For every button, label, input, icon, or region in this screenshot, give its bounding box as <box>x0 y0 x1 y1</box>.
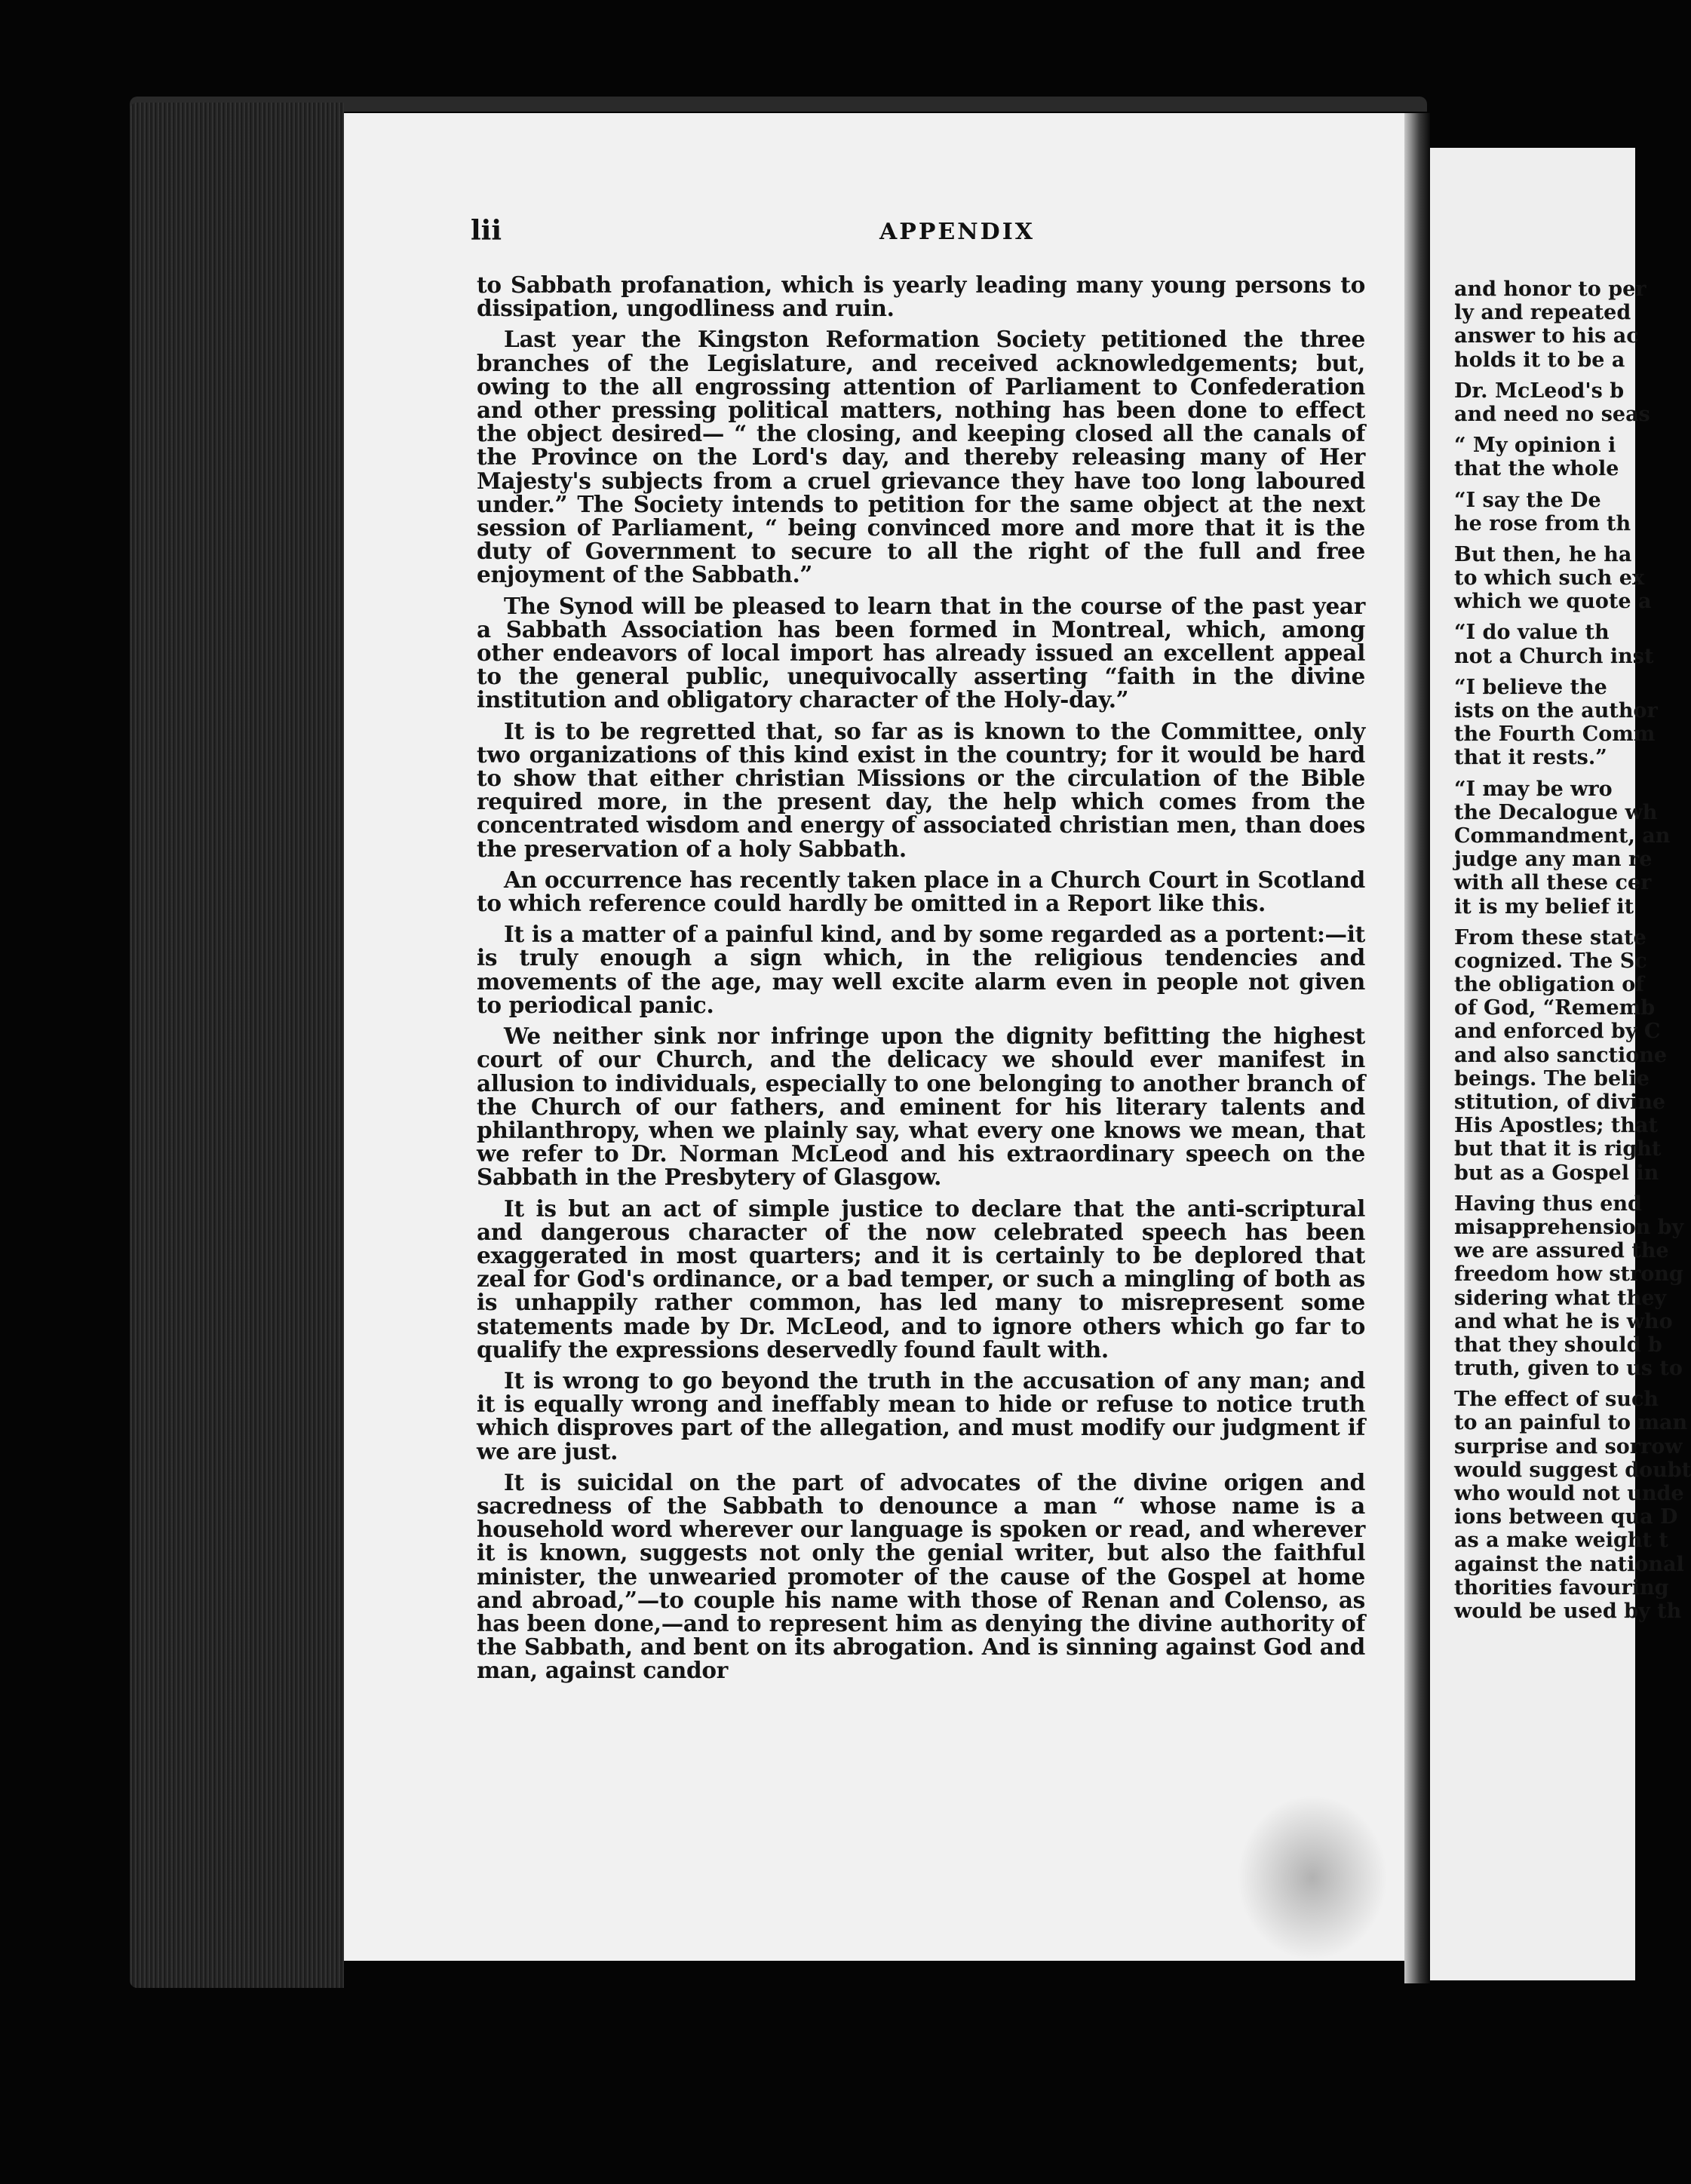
right-page-line: “I do value th <box>1454 621 1610 645</box>
paragraph: It is wrong to go beyond the truth in the accusation of any man; and it is equally wrong and ineffably mean to hide or refuse to notice truth which disproves part of the allegation, and must modify our judgment if we are just. <box>477 1367 1365 1465</box>
right-page-line: that the whole <box>1454 457 1619 481</box>
right-page-line: The effect of such <box>1454 1388 1659 1412</box>
right-page-line: answer to his ac <box>1454 324 1639 348</box>
right-page-line: “I may be wro <box>1454 777 1613 801</box>
right-page-line: that they should b <box>1454 1333 1662 1357</box>
paragraph-gap <box>1454 535 1650 543</box>
right-page-line: thorities favouring <box>1454 1575 1669 1600</box>
paragraph-gap <box>1454 372 1650 379</box>
paragraph-gap <box>1454 426 1650 434</box>
right-page-line: the Decalogue wh <box>1454 800 1658 824</box>
right-page-line: but as a Gospel in <box>1454 1161 1659 1185</box>
right-page-line: it is my belief it <box>1454 894 1634 919</box>
right-page-line: sidering what they <box>1454 1286 1667 1310</box>
paragraph: Last year the Kingston Reformation Society petitioned the three branches of the Legislature, and received acknowledgements; but, owing to the all engrossing attention of Parliament to Confederation and other pressing political matters, nothing has been done to effect the object desired— “ the closing, and keeping closed all the canals of the Province on the Lord's day, and thereby releasing many of Her Majesty's subjects from a cruel grievance they have too long laboured under.” The Society intends to petition for the same object at the next session of Parliament, “ being convinced more and more that it is the duty of Government to secure to all the right of the full and free enjoyment of the Sabbath.” <box>477 326 1365 588</box>
right-page-line: holds it to be a <box>1454 348 1625 372</box>
paragraph: to Sabbath profanation, which is yearly leading many young persons to dissipation, ungodliness and ruin. <box>477 271 1365 322</box>
book-gutter <box>1404 113 1430 1983</box>
right-page-line: of God, “Rememb <box>1454 996 1656 1020</box>
right-page-text <box>1454 278 1691 1623</box>
left-page-text <box>477 273 1365 1690</box>
right-page-line: From these state <box>1454 925 1646 949</box>
right-page-line: truth, given to us to <box>1454 1357 1683 1381</box>
paragraph-gap <box>1454 770 1650 778</box>
right-page-line: stitution, of divine <box>1454 1090 1666 1114</box>
right-page-line: and need no seas <box>1454 402 1650 426</box>
book-page-edges <box>130 103 344 1988</box>
right-page-line: that it rests.” <box>1454 746 1607 770</box>
paragraph-gap <box>1454 919 1650 926</box>
paragraph-gap <box>1454 481 1650 489</box>
right-page-line: freedom how strong <box>1454 1262 1683 1287</box>
right-page-line: Dr. McLeod's b <box>1454 379 1625 403</box>
right-page-line: against the national <box>1454 1552 1684 1576</box>
right-page-line: “I believe the <box>1454 675 1607 699</box>
right-page-line: would be used by th <box>1454 1599 1682 1623</box>
right-page-line: ions between qua D <box>1454 1505 1678 1529</box>
paragraph-gap <box>1454 1185 1650 1192</box>
right-page-line: as a make weight t <box>1454 1529 1668 1553</box>
paragraph: It is a matter of a painful kind, and by some regarded as a portent:—it is truly enough a sign which, in the religious tendencies and movements of the age, may well excite alarm even in people not given to periodical panic. <box>477 921 1365 1018</box>
right-page-line: to which such ex <box>1454 566 1645 590</box>
right-page-line: “ My opinion i <box>1454 434 1616 458</box>
paragraph-gap <box>1454 668 1650 676</box>
right-page-line: “I say the De <box>1454 488 1601 512</box>
paragraph: It is to be regretted that, so far as is known to the Committee, only two organizations of this kind exist in the country; for it would be hard to show that either christian Missions or the circulation of the Bible required more, in the present day, the help which comes from the concentrated wisdom and energy of associated christian men, than does the preservation of a holy Sabbath. <box>477 717 1365 862</box>
right-page-line: and also sanctione <box>1454 1043 1668 1067</box>
right-page-line: the obligation of <box>1454 973 1644 997</box>
right-page-line: which we quote a <box>1454 590 1652 614</box>
right-page-line: surprise and sorrow <box>1454 1434 1683 1459</box>
right-page-line: But then, he ha <box>1454 542 1632 566</box>
right-page-line: judge any man re <box>1454 848 1653 872</box>
right-page-line: ists on the author <box>1454 699 1658 722</box>
paragraph: The Synod will be pleased to learn that in the course of the past year a Sabbath Association has been formed in Montreal, which, among other endeavors of local import has already issued an excellent appeal to the general public, unequivocally asserting “faith in the divine institution and obligatory character of the Holy-day.” <box>477 592 1365 713</box>
paragraph: It is but an act of simple justice to declare that the anti-scriptural and dangerous character of the now celebrated speech has been exaggerated in most quarters; and it is certainly to be deplored that zeal for God's ordinance, or a bad temper, or such a mingling of both as is unhappily rather common, has led many to misrepresent some statements made by Dr. McLeod, and to ignore others which go far to qualify the expressions deservedly found fault with. <box>477 1195 1365 1363</box>
right-page-line: His Apostles; that <box>1454 1114 1658 1138</box>
right-page-line: and enforced by C <box>1454 1020 1661 1044</box>
right-page-line: beings. The belie <box>1454 1066 1650 1090</box>
paragraph: We neither sink nor infringe upon the dignity befitting the highest court of our Church, and the delicacy we should ever manifest in allusion to individuals, especially to one belonging to another branch of the Church of our fathers, and eminent for his literary talents and philanthropy, when we plainly say, what every one knows we mean, that we refer to Dr. Norman McLeod and his extraordinary speech on the Sabbath in the Presbytery of Glasgow. <box>477 1023 1365 1191</box>
right-page-line: Having thus end <box>1454 1192 1642 1216</box>
right-page-line: who would not unde <box>1454 1482 1684 1505</box>
right-page-line: to an painful to man <box>1454 1411 1688 1435</box>
right-page-line: but that it is right <box>1454 1137 1662 1161</box>
paragraph: It is suicidal on the part of advocates of the divine origen and sacredness of the Sabbath to denounce a man “ whose name is a household word wherever our language is spoken or read, and wherever it is known, suggests not only the genial writer, but also the faithful minister, the unwearied promoter of the cause of the Gospel at home and abroad,”—to couple his name with those of Renan and Colenso, as has been done,—and to represent him as denying the divine authority of the Sabbath, and bent on its abrogation. And is sinning against God and man, against candor <box>477 1468 1365 1684</box>
right-page-line: ly and repeated <box>1454 301 1631 325</box>
right-page-line: misapprehension by <box>1454 1215 1684 1239</box>
right-page-line: he rose from th <box>1454 511 1631 535</box>
right-page-line: and what he is who <box>1454 1309 1673 1333</box>
paragraph-gap <box>1454 613 1650 621</box>
right-page-line: would suggest doubt <box>1454 1458 1691 1482</box>
right-page-line: cognized. The Sc <box>1454 949 1647 973</box>
right-page-line: not a Church inst <box>1454 644 1654 668</box>
right-page-line: with all these cer <box>1454 871 1652 895</box>
right-page-line: Commandment, an <box>1454 824 1671 848</box>
running-head: APPENDIX <box>879 219 1036 245</box>
paragraph-gap <box>1454 1380 1650 1388</box>
right-page-line: the Fourth Comm <box>1454 722 1656 747</box>
right-page-line: and honor to per <box>1454 278 1646 301</box>
paragraph: An occurrence has recently taken place in a Church Court in Scotland to which reference could hardly be omitted in a Report like this. <box>477 866 1365 917</box>
page-number: lii <box>471 215 502 247</box>
page-stain <box>1237 1795 1388 1961</box>
right-page-line: we are assured the <box>1454 1239 1669 1263</box>
